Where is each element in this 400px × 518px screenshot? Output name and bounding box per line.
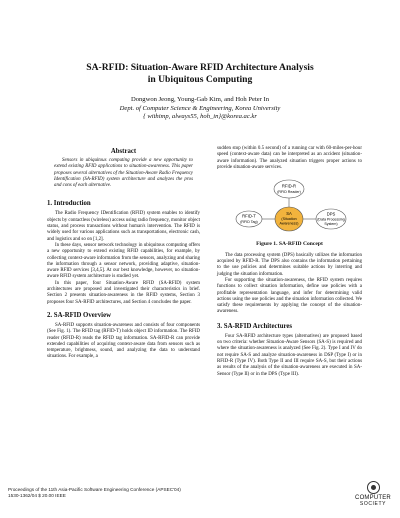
node-rfid-reader-label-1: RFID-R (281, 183, 297, 189)
node-sa-label-3: Awareness) (279, 221, 299, 226)
right-paragraph-dps: The data processing system (DPS) basically utilizes the information acquired by RFID-R. The DPS also contains the information pertaining to the use policies and determines suitable actions by interring and judging the situation information. (217, 252, 362, 277)
figure-1 (217, 177, 362, 248)
node-rfid-reader-label-2: (RFID Reader) (277, 190, 301, 195)
overview-paragraph-1: SA-RFID supports situation-awareness and consists of four components (See Fig. 1). The RFID tag (RFID-T) holds object ID information. The RFID reader (RFID-R) reads the RFID tag information. SA-RFID-R can provide extended capabilities of acquiring context-aware data from sensors such as temperature, brightness, sound, and analyzing the data to understand situations. For example, a (47, 322, 200, 360)
right-paragraph-top: sudden stop (within 0.5 second) of a running car with 60-miles-per-hour speed (context-aware data) can be interpreted as an accident (situation-aware information). The analyzed situation triggers proper actions to provide situation-aware services. (217, 146, 362, 170)
node-dps-label-3: System) (324, 222, 338, 227)
node-sa-label-2: (Situation (281, 217, 297, 222)
node-data-processing-system (316, 209, 346, 229)
society-seal-icon (367, 481, 380, 494)
footer-line-2: 1530-1362/04 $ 20.00 IEEE (8, 492, 66, 498)
sa-rfid-concept-diagram (217, 177, 362, 237)
footer-line-1: Proceedings of the 11th Asia-Pacific Software Engineering Conference (APSEC'04) (8, 487, 181, 492)
intro-paragraph-2: In these days, sensor network technology in ubiquitous computing offers a new opportunity to extend existing RFID capabilities, for example, by collecting context-aware information from the sensors, analyzing and sharing the information through a sensor network, providing adaptive, situation-aware RFID services [3,4,5]. At our best knowledge, however, no situation-aware RFID system architecture is studied yet. (47, 242, 200, 280)
overview-heading: 2. SA-RFID Overview (47, 311, 111, 319)
figure-1-caption: Figure 1. SA-RFID Concept (256, 241, 323, 248)
architectures-paragraph: Four SA-RFID architecture types (alternatives) are proposed based on two criteria: whether Situation-Aware Sensors (SA-S) is required and where the situation-awareness is analyzed (See Fig. 2). Type I and IV do not require SA-S and analyze situation-awareness in DSP (Type I) or in RFID-R (Type IV). Both Type II and III require SA-S, but their actions as results of the analysis of the situation-awareness are executed in SA-Sensor (Type II) or in the DPS (Type III). (217, 333, 362, 377)
computer-society-logo (355, 481, 391, 507)
paper-title (0, 62, 400, 86)
emails: { withimp, always55, hoh_in}@korea.ac.kr (143, 113, 257, 121)
intro-heading: 1. Introduction (47, 200, 91, 208)
intro-paragraph-1: The Radio Frequency IDentification (RFID) system enables to identify objects by contactless (wireless) access using radio frequency, monitor object status, and process transactions without human's intervention. The RFID is widely used for various applications such as transportations, electronic cash, and logistics and so on [1,2]. (47, 211, 200, 242)
logo-word-1: COMPUTER (355, 495, 391, 501)
abstract-text: Sensors in ubiquitous computing provide a new opportunity to extend existing RFID applications to situation-awareness. This paper proposes several alternatives of the Situation-Aware Radio Frequency Identification (SA-RFID) system architecture and analyzes the pros and cons of each alternative. (54, 158, 193, 189)
node-dps-label-1: DPS (326, 211, 336, 217)
page-footer (8, 487, 181, 499)
left-column (47, 148, 200, 361)
architectures-heading: 3. SA-RFID Architectures (217, 322, 293, 330)
author-block (0, 96, 400, 122)
node-dps-label-2: (Data Processing (317, 217, 345, 222)
right-column (217, 146, 362, 378)
affiliation: Dept. of Computer Science & Engineering, Korea University (119, 104, 281, 112)
title-line-2: in Ubiquitous Computing (147, 74, 253, 85)
title-line-1: SA-RFID: Situation-Aware RFID Architecture Analysis (86, 62, 314, 73)
node-rfid-reader (274, 180, 304, 198)
node-rfid-tag-label-1: RFID-T (242, 213, 256, 219)
intro-paragraph-3: In this paper, four Situation-Aware RFID (SA-RFID) system architectures are proposed and investigated their characteristics in brief. Section 2 presents situation-awareness in the RFID systems, Section 3 proposes four SA-RFID architectures, and Section 4 concludes the paper. (47, 280, 200, 305)
author-names: Dongwon Jeong, Young-Gab Kim, and Hoh Peter In (130, 96, 270, 103)
abstract-heading: Abstract (110, 148, 137, 155)
node-sa-label-1: SA (286, 211, 292, 217)
node-rfid-tag (236, 211, 262, 227)
right-paragraph-support: For supporting the situation-awareness, the RFID system requires functions to collect situation information, define use policies with a profitable representation language, and infer for determining valid actions using the use policies and the situation information collected. We satisfy these requirements by applying the concept of the situation-awareness. (217, 277, 362, 315)
logo-word-2: SOCIETY (359, 501, 387, 507)
node-rfid-tag-label-2: (RFID Tag) (240, 220, 258, 225)
node-situation-awareness (275, 207, 303, 231)
